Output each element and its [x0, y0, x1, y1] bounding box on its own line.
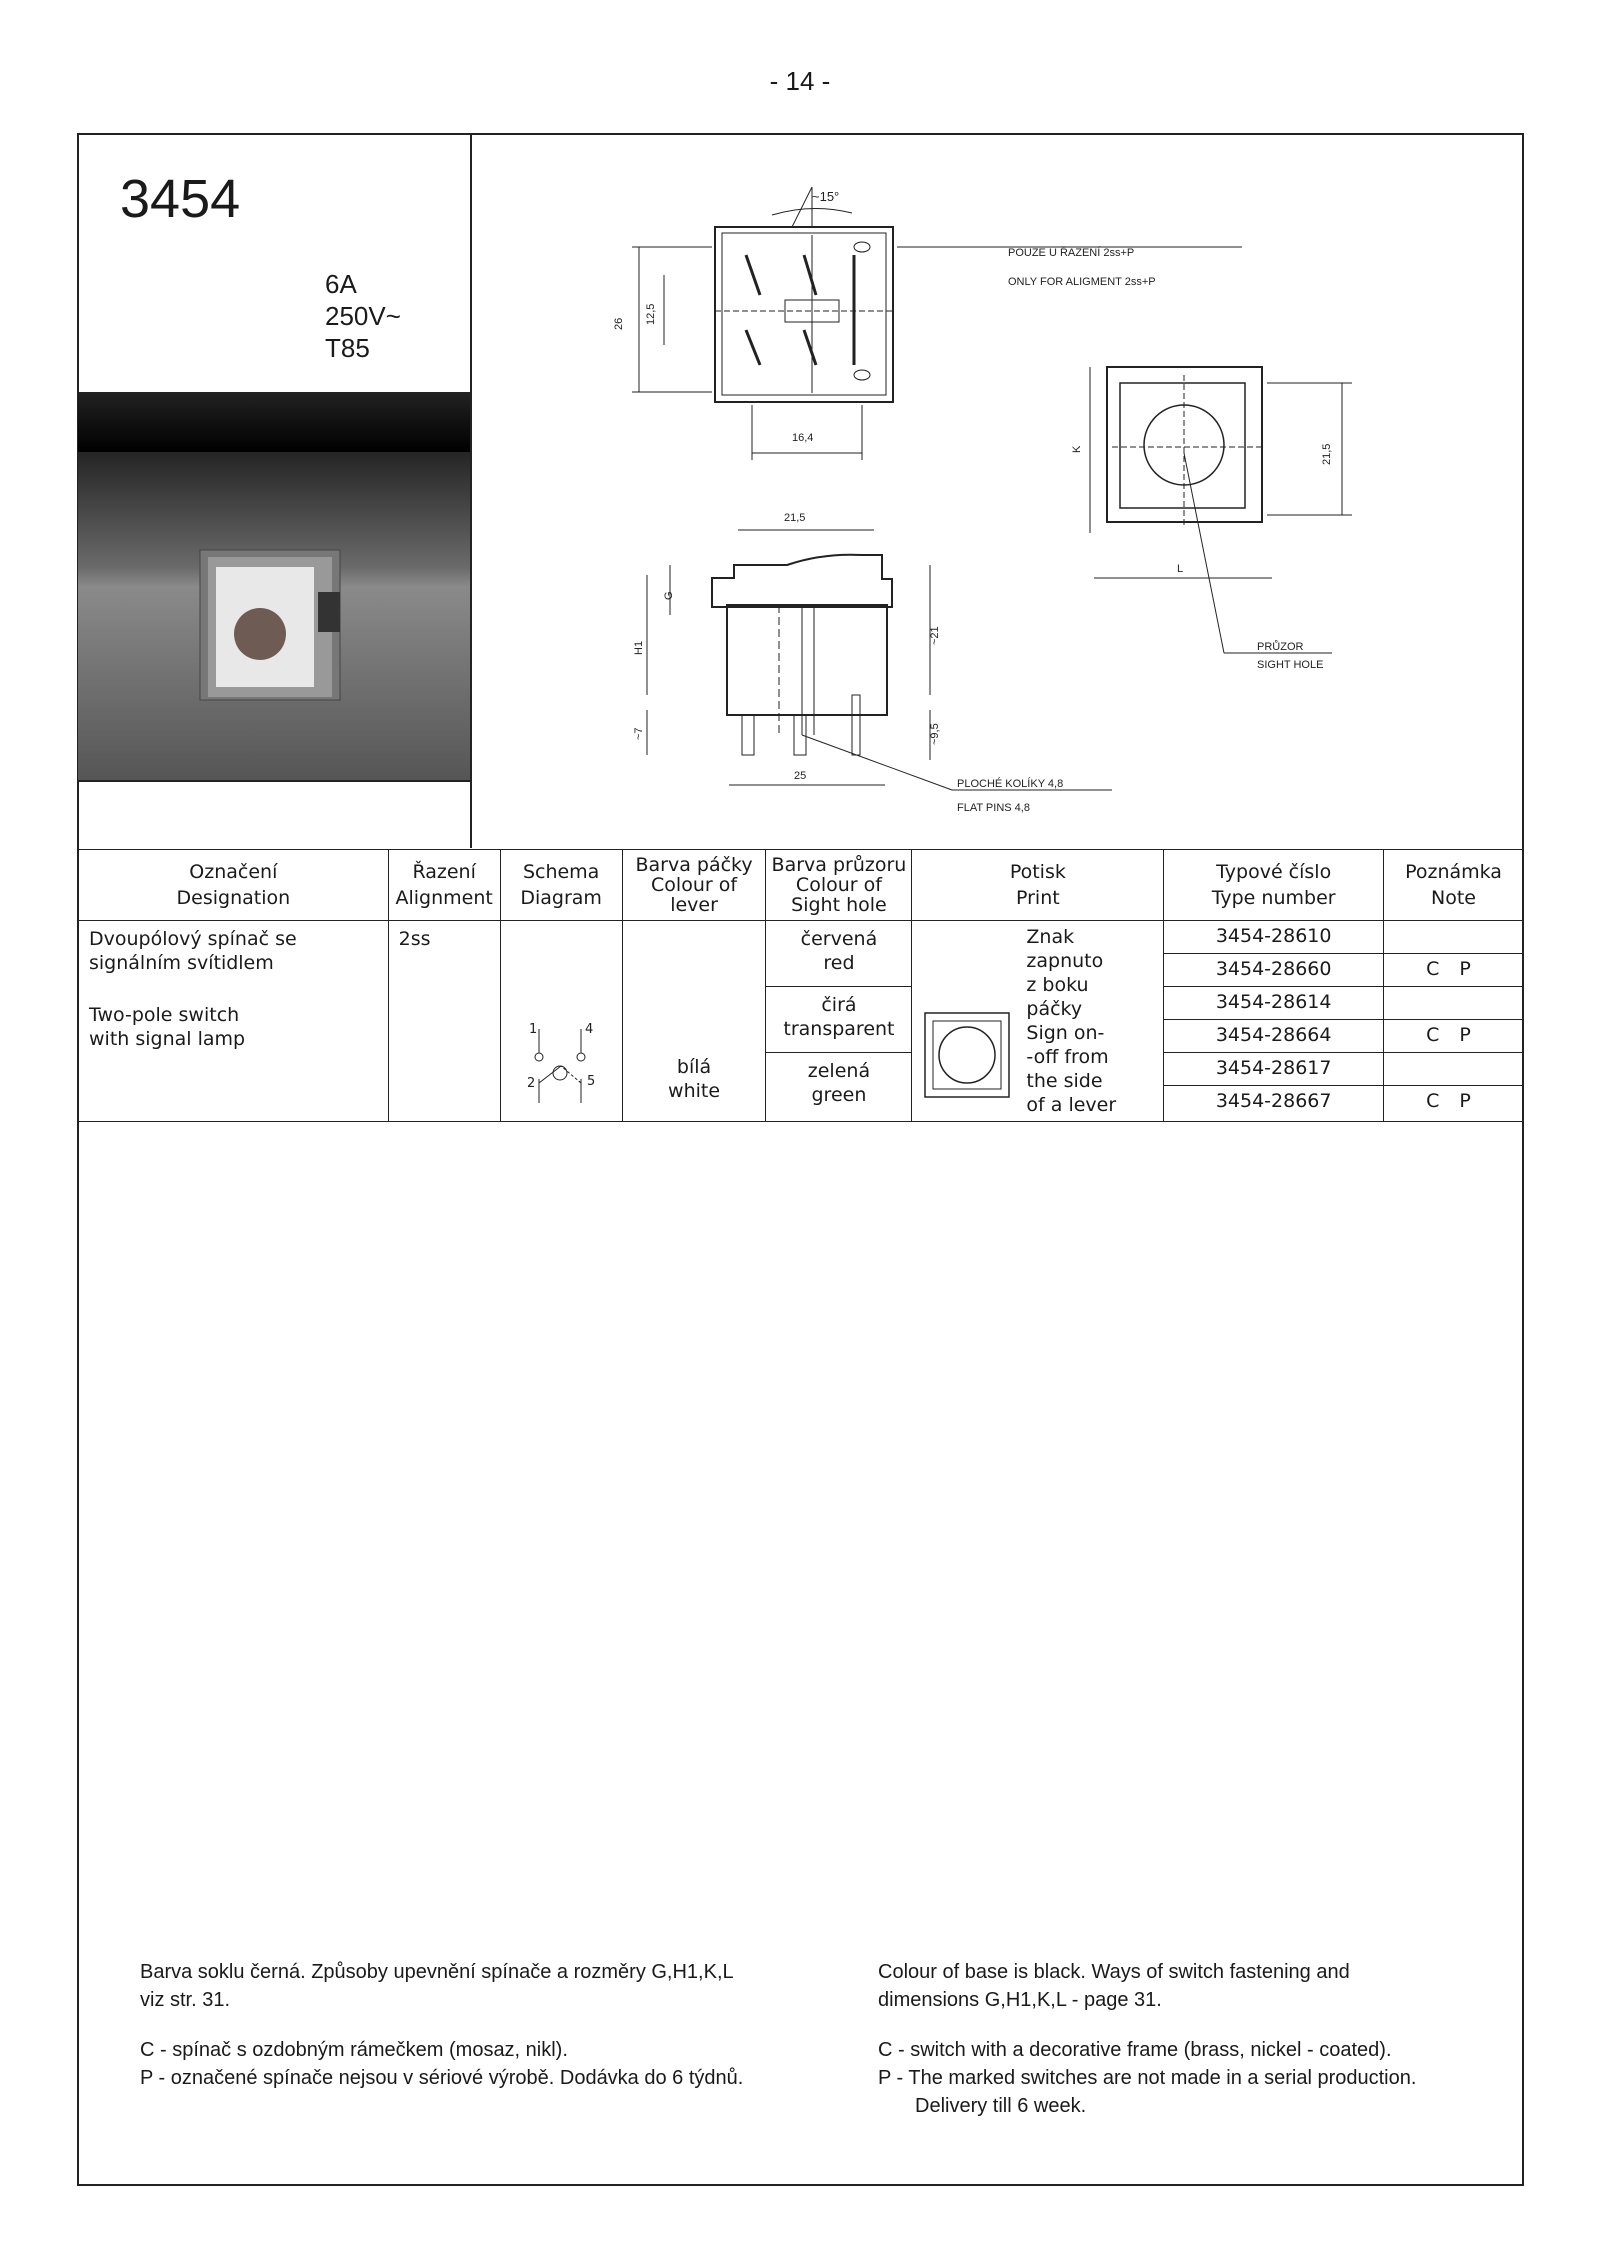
footnotes-en: Colour of base is black. Ways of switch fastening and dimensions G,H1,K,L - page 31. C - switch with a decorative frame (brass, nickel - coated). P - The marked switches are not made in a serial production. Delivery till 6 week. — [878, 1961, 1417, 2117]
sight-hole-en: SIGHT HOLE — [1257, 659, 1324, 671]
type-number: 3454-28617 — [1164, 1053, 1383, 1086]
type-number: 3454-28610 — [1164, 921, 1383, 954]
model-number: 3454 — [120, 169, 241, 229]
print-cell: Znak zapnuto z boku páčky Sign on- -off from the side of a lever — [912, 921, 1164, 1122]
alignment-cell: 2ss — [388, 921, 500, 1122]
col-type-number: Typové číslo Type number — [1164, 850, 1384, 921]
dim-l: L — [1177, 563, 1184, 575]
type-number: 3454-28664 — [1164, 1020, 1383, 1053]
page-number: - 14 - — [769, 66, 831, 96]
col-sight-colour: Barva průzoru Colour of Sight hole — [766, 850, 912, 921]
dim-26: 26 — [613, 317, 625, 330]
table-header-row — [79, 850, 1524, 921]
col-diagram: Schema Diagram — [500, 850, 622, 921]
dim-h1: H1 — [633, 640, 645, 655]
col-alignment: Řazení Alignment — [388, 850, 500, 921]
type-number: 3454-28614 — [1164, 987, 1383, 1020]
sight-colour-cell: červená red čirá transparent zelená green — [766, 921, 912, 1122]
type-number-cell — [1164, 921, 1384, 1122]
lever-colour-cell: bílá white — [622, 921, 766, 1122]
electrical-specs — [325, 268, 401, 364]
note-value — [1384, 1053, 1523, 1086]
current-rating: 6A — [325, 269, 357, 299]
note-value — [1384, 921, 1523, 954]
product-photo — [78, 392, 470, 782]
note-value: CP — [1384, 1020, 1523, 1053]
sight-hole-view — [1071, 367, 1352, 671]
flat-pins-en: FLAT PINS 4,8 — [957, 802, 1030, 814]
footnotes-cz: Barva soklu černá. Způsoby upevnění spínače a rozměry G,H1,K,L viz str. 31. C - spínač s ozdobným rámečkem (mosaz, nikl). P - označené spínače nejsou v sériové výrobě. Dodávka do 6 týdnů. — [140, 1961, 744, 2089]
dim-7: ~7 — [633, 727, 645, 740]
table-row — [79, 921, 1524, 1122]
note-value: CP — [1384, 954, 1523, 987]
voltage-rating: 250V~ — [325, 301, 401, 331]
dim-k: K — [1071, 445, 1083, 453]
alignment-note-en: ONLY FOR ALIGMENT 2ss+P — [1008, 276, 1156, 288]
spec-table — [78, 849, 1524, 1122]
flat-pins-cz: PLOCHÉ KOLÍKY 4,8 — [957, 778, 1064, 790]
dim-12-5: 12,5 — [645, 303, 657, 325]
dim-21: ~21 — [929, 626, 941, 645]
diagram-cell — [500, 921, 622, 1122]
designation-cell: Dvoupólový spínač se signálním svítidlem Two-pole switch with signal lamp — [79, 921, 389, 1122]
technical-drawing — [472, 135, 1522, 850]
alignment-note-cz: POUZE U ŘAZENÍ 2ss+P — [1008, 247, 1135, 259]
switch-schematic — [501, 921, 621, 1111]
dim-21-5-top: 21,5 — [784, 512, 806, 524]
pin-5-label: 5 — [586, 1074, 595, 1089]
dim-21-5-side: 21,5 — [1321, 443, 1333, 465]
pin-4-label: 4 — [584, 1022, 593, 1037]
pin-1-label: 1 — [528, 1022, 537, 1037]
col-print: Potisk Print — [912, 850, 1164, 921]
top-view — [613, 187, 1242, 460]
type-number: 3454-28660 — [1164, 954, 1383, 987]
note-cell — [1384, 921, 1524, 1122]
dim-g: G — [663, 591, 675, 600]
type-number: 3454-28667 — [1215, 1090, 1332, 1112]
col-designation: Označení Designation — [79, 850, 389, 921]
side-view — [633, 512, 1112, 814]
col-lever-colour: Barva páčky Colour of lever — [622, 850, 766, 921]
note-value — [1384, 987, 1523, 1020]
pin-2-label: 2 — [526, 1076, 535, 1091]
dim-25: 25 — [794, 770, 807, 782]
temperature-rating: T85 — [325, 333, 370, 363]
angle-label: ~15° — [812, 189, 840, 204]
print-symbol-icon — [923, 1011, 1011, 1099]
dim-16-4: 16,4 — [792, 432, 814, 444]
sight-hole-cz: PRŮZOR — [1257, 641, 1304, 653]
photo-divider — [78, 780, 470, 782]
dim-9-5: ~9,5 — [929, 723, 941, 745]
col-note: Poznámka Note — [1384, 850, 1524, 921]
note-value: CP — [1426, 1090, 1491, 1112]
